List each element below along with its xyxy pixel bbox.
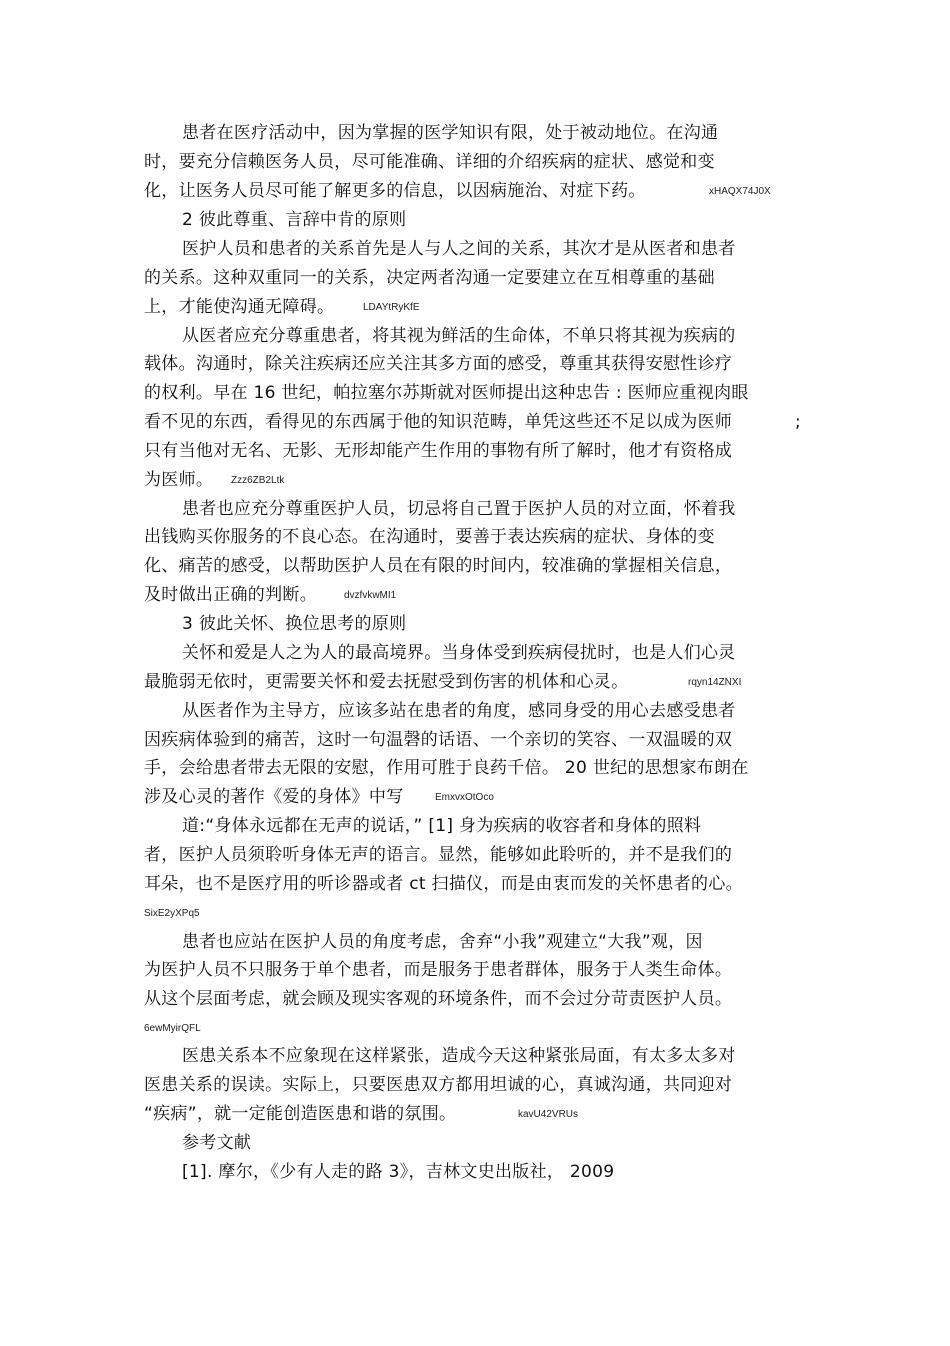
text-line: 患者也应站在医护人员的角度考虑，舍弃“小我”观建立“大我”观，因	[182, 932, 703, 952]
text-line: 及时做出正确的判断。	[144, 585, 317, 605]
watermark-code: xHAQX74J0X	[709, 186, 771, 197]
reference-item: [1]. 摩尔，《少有人走的路 3》，吉林文史出版社， 2009	[182, 1162, 615, 1182]
text-line: 患者也应充分尊重医护人员，切忌将自己置于医护人员的对立面，怀着我	[182, 499, 736, 519]
text-line: 时，要充分信赖医务人员，尽可能准确、详细的介绍疾病的症状、感觉和变	[144, 152, 715, 172]
text-line: 者，医护人员须聆听身体无声的语言。显然，能够如此聆听的，并不是我们的	[144, 845, 733, 865]
watermark-code: kavU42VRUs	[518, 1109, 579, 1120]
text-line: 看不见的东西，看得见的东西属于他的知识范畴，单凭这些还不足以成为医师	[144, 412, 733, 432]
punctuation: ;	[795, 412, 802, 432]
text-line: 涉及心灵的著作《爱的身体》中写	[144, 787, 404, 807]
text-line: 手，会给患者带去无限的安慰，作用可胜于良药千倍。 20 世纪的思想家布朗在	[144, 758, 749, 778]
text-line: 从这个层面考虑，就会顾及现实客观的环境条件，而不会过分苛责医护人员。	[144, 989, 733, 1009]
section-heading: 2 彼此尊重、言辞中肯的原则	[182, 210, 407, 230]
text-line: 道:“身体永远都在无声的说话，” [1] 身为疾病的收容者和身体的照料	[182, 816, 702, 836]
text-line: 的权利。早在 16 世纪，帕拉塞尔苏斯就对医师提出这种忠告 : 医师应重视肉眼	[144, 383, 749, 403]
text-line: 为医师。	[144, 470, 214, 490]
text-line: 患者在医疗活动中，因为掌握的医学知识有限，处于被动地位。在沟通	[182, 123, 719, 143]
text-line: “疾病”，就一定能创造医患和谐的氛围。	[144, 1104, 457, 1124]
watermark-code: 6ewMyirQFL	[144, 1023, 201, 1034]
text-line: 化，让医务人员尽可能了解更多的信息，以因病施治、对症下药。	[144, 181, 646, 201]
text-line: 为医护人员不只服务于单个患者，而是服务于患者群体，服务于人类生命体。	[144, 960, 733, 980]
text-line: 化、痛苦的感受，以帮助医护人员在有限的时间内，较准确的掌握相关信息，	[144, 556, 733, 576]
section-heading: 3 彼此关怀、换位思考的原则	[182, 614, 407, 634]
text-line: 医患关系的误读。实际上，只要医患双方都用坦诚的心，真诚沟通，共同迎对	[144, 1075, 733, 1095]
text-line: 从医者应充分尊重患者，将其视为鲜活的生命体，不单只将其视为疾病的	[182, 326, 736, 346]
text-line: 从医者作为主导方，应该多站在患者的角度，感同身受的用心去感受患者	[182, 701, 736, 721]
text-line: 上，才能使沟通无障碍。	[144, 297, 335, 317]
text-line: 只有当他对无名、无影、无形却能产生作用的事物有所了解时，他才有资格成	[144, 441, 733, 461]
references-heading: 参考文献	[182, 1133, 252, 1153]
watermark-code: LDAYtRyKfE	[363, 302, 420, 313]
text-line: 最脆弱无依时，更需要关怀和爱去抚慰受到伤害的机体和心灵。	[144, 672, 629, 692]
text-line: 医患关系本不应象现在这样紧张，造成今天这种紧张局面，有太多太多对	[182, 1046, 736, 1066]
text-line: 载体。沟通时，除关注疾病还应关注其多方面的感受，尊重其获得安慰性诊疗	[144, 354, 733, 374]
text-line: 出钱购买你服务的不良心态。在沟通时，要善于表达疾病的症状、身体的变	[144, 527, 715, 547]
watermark-code: Zzz6ZB2Ltk	[231, 475, 285, 486]
text-line: 医护人员和患者的关系首先是人与人之间的关系，其次才是从医者和患者	[182, 239, 736, 259]
watermark-code: rqyn14ZNXI	[688, 677, 742, 688]
watermark-code: EmxvxOtOco	[435, 792, 494, 803]
text-line: 的关系。这种双重同一的关系，决定两者沟通一定要建立在互相尊重的基础	[144, 268, 715, 288]
text-line: 关怀和爱是人之为人的最高境界。当身体受到疾病侵扰时，也是人们心灵	[182, 643, 736, 663]
watermark-code: dvzfvkwMI1	[344, 590, 397, 601]
text-line: 耳朵，也不是医疗用的听诊器或者 ct 扫描仪，而是由衷而发的关怀患者的心。	[144, 874, 743, 894]
watermark-code: SixE2yXPq5	[144, 908, 200, 919]
text-line: 因疾病体验到的痛苦，这时一句温磬的话语、一个亲切的笑容、一双温暖的双	[144, 730, 733, 750]
